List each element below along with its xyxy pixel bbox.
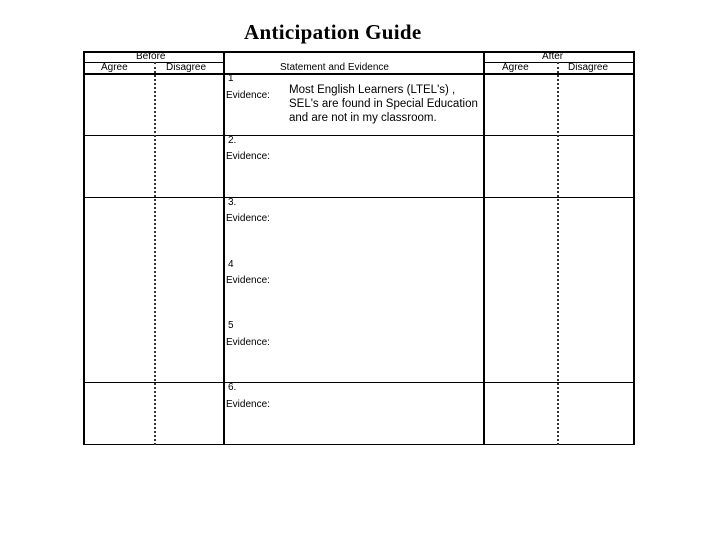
statement-number: 1 — [228, 73, 234, 84]
column-divider — [154, 62, 156, 445]
statement-number: 4 — [228, 259, 234, 270]
header-disagree-after: Disagree — [568, 62, 609, 73]
statement-number: 2. — [228, 135, 237, 146]
table-left-border — [83, 51, 85, 445]
statement-number: 5 — [228, 320, 234, 331]
table-right-border — [633, 51, 635, 445]
row-divider — [84, 135, 635, 136]
page-title: Anticipation Guide — [244, 20, 422, 44]
statement-number: 3. — [228, 197, 237, 208]
evidence-label: Evidence: — [226, 213, 270, 224]
header-disagree-before: Disagree — [166, 62, 207, 73]
evidence-label: Evidence: — [226, 275, 270, 286]
header-bottom-border — [84, 73, 635, 75]
header-statement-evidence: Statement and Evidence — [280, 62, 389, 73]
evidence-label: Evidence: — [226, 90, 270, 101]
header-agree-after: Agree — [502, 62, 529, 73]
statement-number: 6. — [228, 382, 237, 393]
statement-1-text: Most English Learners (LTEL's) , SEL's are found in Special Education and are not in my classroom. — [289, 84, 478, 124]
header-after: After — [542, 51, 564, 62]
table-bottom-border — [84, 444, 635, 445]
header-agree-before: Agree — [101, 62, 128, 73]
column-divider — [483, 51, 485, 445]
row-divider — [84, 197, 635, 198]
evidence-label: Evidence: — [226, 337, 270, 348]
evidence-label: Evidence: — [226, 399, 270, 410]
row-divider — [84, 382, 635, 383]
header-before: Before — [136, 51, 166, 62]
column-divider — [557, 62, 559, 445]
evidence-label: Evidence: — [226, 151, 270, 162]
column-divider — [223, 51, 225, 445]
